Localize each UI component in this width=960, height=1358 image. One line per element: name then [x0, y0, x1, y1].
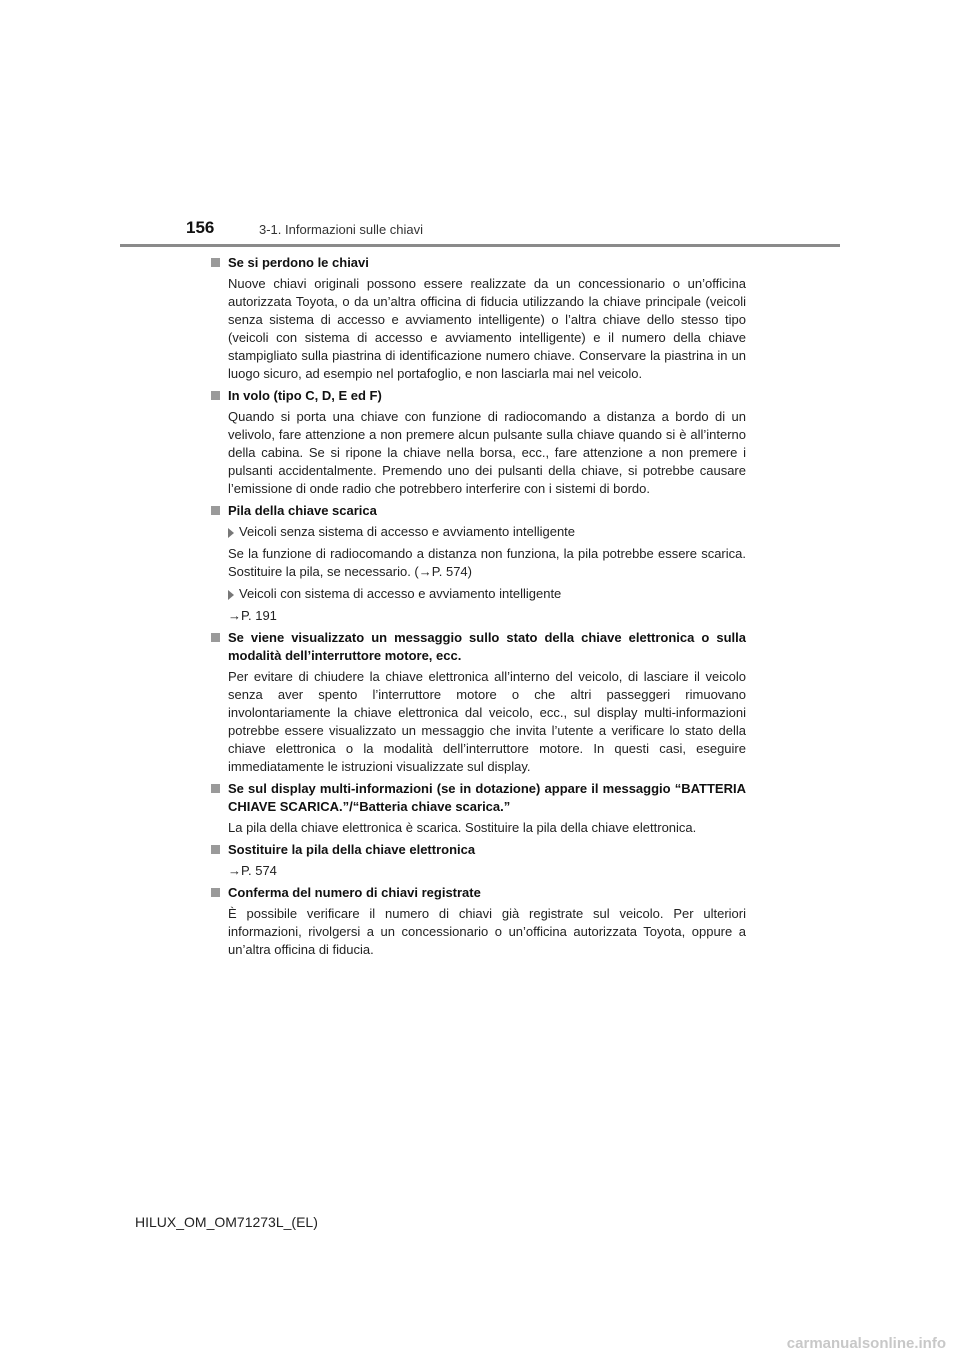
section-heading [211, 254, 746, 272]
subsection-text: Veicoli senza sistema di accesso e avviamento intelligente [239, 524, 576, 539]
section-battery-message [211, 780, 746, 837]
section-body: Per evitare di chiudere la chiave elettronica all’interno del veicolo, di lasciare il veicolo senza aver spento l’interruttore motore o che altri passeggeri rimuovano involontariamente la chiave elettronica dal veicolo, ecc., sul display multi-informazioni potrebbe essere visualizzato un messaggio che invita l’utente a verificare lo stato della chiave elettronica o la modalità dell’interruttore motore. In questi casi, eseguire immediatamente le istruzioni visualizzate sul display. [228, 669, 746, 774]
heading-text: Sostituire la pila della chiave elettronica [228, 842, 476, 857]
section-heading [211, 502, 746, 520]
subsection-label [211, 585, 746, 603]
square-bullet-icon [211, 845, 220, 854]
section-in-flight [211, 387, 746, 498]
section-heading [211, 841, 746, 859]
square-bullet-icon [211, 784, 220, 793]
section-status-message [211, 629, 746, 776]
section-heading [211, 387, 746, 405]
square-bullet-icon [211, 258, 220, 267]
section-body: Quando si porta una chiave con funzione di radiocomando a distanza a bordo di un velivolo, fare attenzione a non premere alcun pulsante sulla chiave quando si è all’interno della cabina. Se si ripone la chiave nella borsa, ecc., fare attenzione a non premere i pulsanti accidentalmente. Premendo uno dei pulsanti della chiave, si potrebbe causare l’emissione di onde radio che potrebbero interferire con i sistemi di bordo. [228, 409, 746, 496]
page-reference: →P. 574 [228, 863, 277, 878]
section-lost-keys [211, 254, 746, 383]
subsection-text: Veicoli con sistema di accesso e avviamento intelligente [239, 586, 562, 601]
section-body: È possibile verificare il numero di chiavi già registrate sul veicolo. Per ulteriori informazioni, rivolgersi a un concessionario o un’officina autorizzata Toyota, oppure a un’altra officina di fiducia. [228, 906, 746, 957]
document-code: HILUX_OM_OM71273L_(EL) [135, 1214, 318, 1230]
section-replace-battery [211, 841, 746, 880]
heading-text: Conferma del numero di chiavi registrate [228, 885, 481, 900]
section-body: La pila della chiave elettronica è scarica. Sostituire la pila della chiave elettronica. [228, 820, 697, 835]
heading-text: Se si perdono le chiavi [228, 255, 369, 270]
header-rule [120, 244, 840, 247]
section-heading [211, 884, 746, 902]
square-bullet-icon [211, 391, 220, 400]
watermark: carmanualsonline.info [786, 1335, 946, 1352]
page-number: 156 [186, 218, 215, 237]
section-registered-keys [211, 884, 746, 959]
heading-text: In volo (tipo C, D, E ed F) [228, 388, 382, 403]
square-bullet-icon [211, 888, 220, 897]
section-battery-depleted [211, 502, 746, 625]
section-body: Nuove chiavi originali possono essere realizzate da un concessionario o un’officina autorizzata Toyota, o da un’altra officina di fiducia utilizzando la chiave principale (veicoli senza sistema di accesso e avviamento intelligente) o l’altra chiave dello stesso tipo (veicoli con sistema di accesso e avviamento intelligente) e il numero della chiave stampigliato sulla piastrina di identificazione numero chiave. Conservare la piastrina in un luogo sicuro, ad esempio nel portafoglio, e non lasciarla mai nel veicolo. [228, 276, 746, 381]
square-bullet-icon [211, 633, 220, 642]
heading-text: Se sul display multi-informazioni (se in dotazione) appare il messaggio “BATTERIA CHIAVE SCARICA.”/“Batteria chiave scarica.” [228, 781, 746, 814]
heading-text: Se viene visualizzato un messaggio sullo stato della chiave elettronica o sulla modalità dell’interruttore motore, ecc. [228, 630, 746, 663]
page-content [211, 254, 746, 963]
section-body: Se la funzione di radiocomando a distanza non funziona, la pila potrebbe essere scarica. Sostituire la pila, se necessario. (→P. 574) [228, 546, 746, 579]
page-reference: →P. 191 [228, 608, 277, 623]
subsection-label [211, 523, 746, 541]
square-bullet-icon [211, 506, 220, 515]
triangle-bullet-icon [228, 590, 234, 600]
section-title: 3-1. Informazioni sulle chiavi [259, 222, 424, 237]
heading-text: Pila della chiave scarica [228, 503, 377, 518]
triangle-bullet-icon [228, 528, 234, 538]
section-heading [211, 629, 746, 665]
section-heading [211, 780, 746, 816]
